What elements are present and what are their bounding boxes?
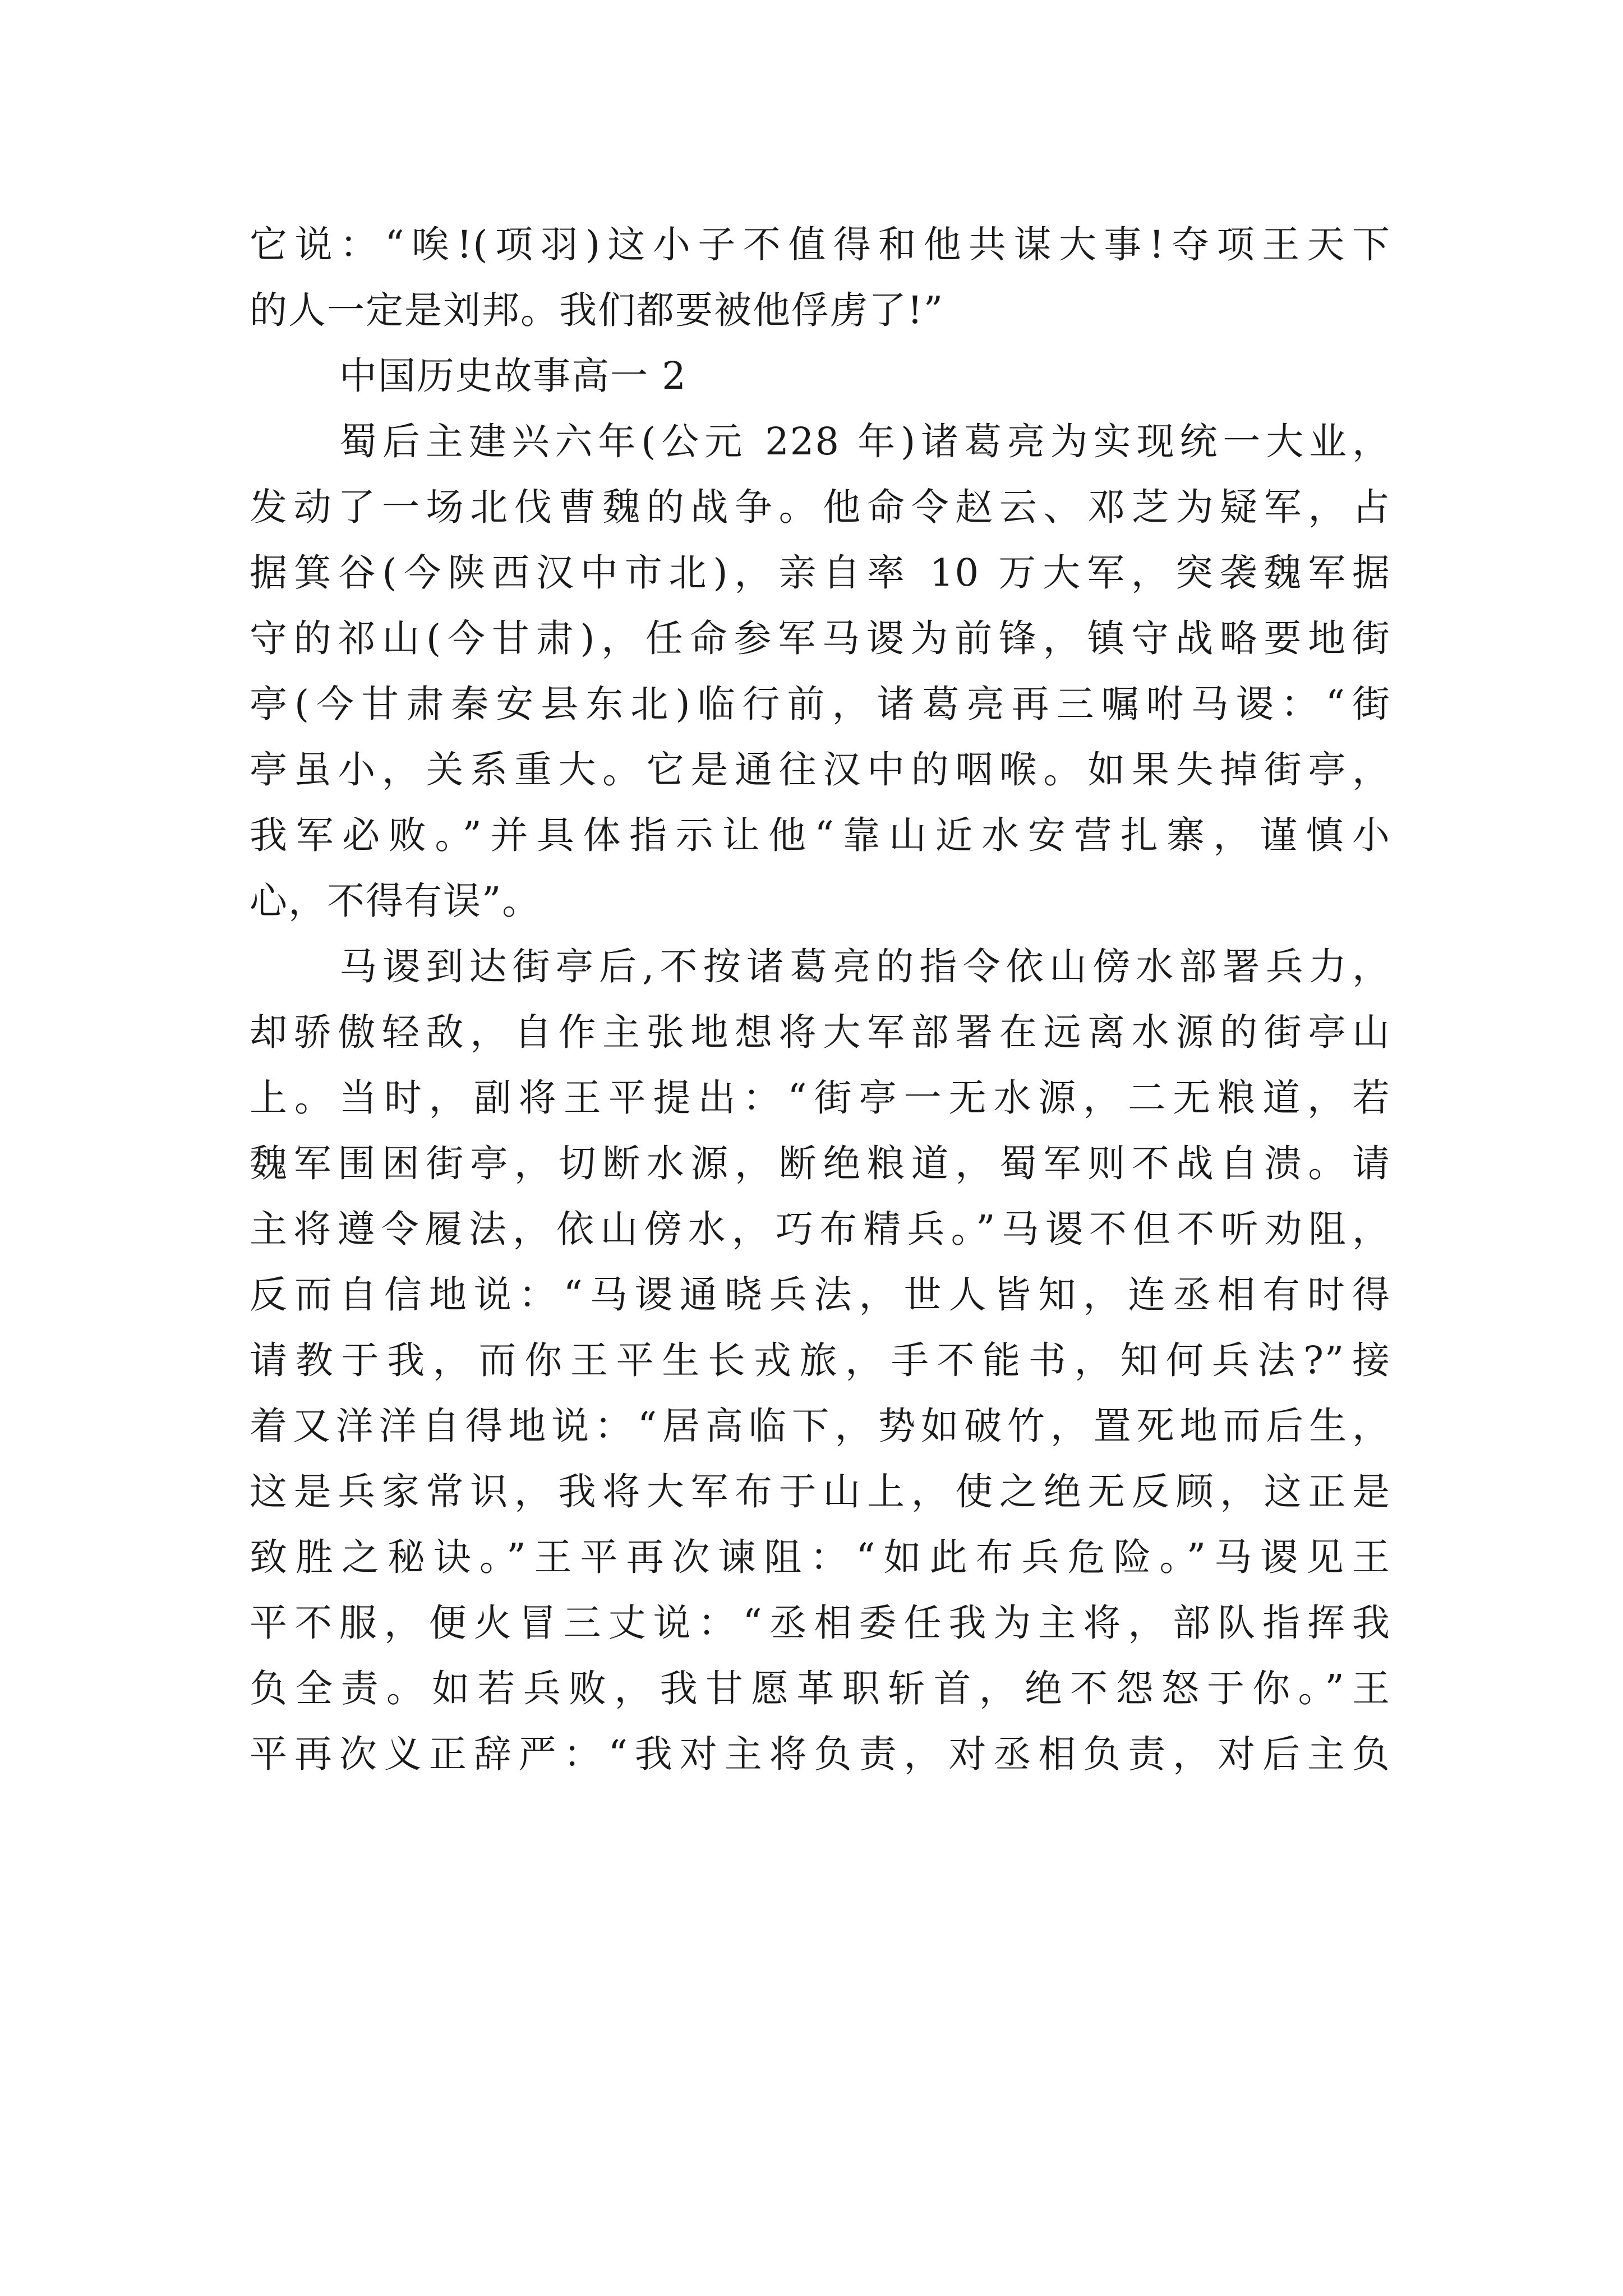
paragraph — [250, 212, 1391, 343]
text-line: 它说：“唉!(项羽)这小子不值得和他共谋大事!夺项王天下 — [250, 223, 1391, 266]
text-line: 马谡到达街亭后,不按诸葛亮的指令依山傍水部署兵力， — [339, 945, 1391, 988]
text-line: 却骄傲轻敌，自作主张地想将大军部署在远离水源的街亭山 — [250, 1010, 1391, 1054]
text-line: 这是兵家常识，我将大军布于山上，使之绝无反顾，这正是 — [250, 1470, 1391, 1513]
text-line: 的人一定是刘邦。我们都要被他俘虏了!” — [250, 288, 944, 332]
text-line: 负全责。如若兵败，我甘愿革职斩首，绝不怨怒于你。”王 — [250, 1667, 1391, 1710]
text-line: 请教于我，而你王平生长戎旅，手不能书，知何兵法?”接 — [250, 1338, 1391, 1382]
text-line: 守的祁山(今甘肃)，任命参军马谡为前锋，镇守战略要地街 — [250, 616, 1391, 660]
text-line: 主将遵令履法，依山傍水，巧布精兵。”马谡不但不听劝阻， — [250, 1207, 1391, 1251]
text-line: 心，不得有误”。 — [250, 879, 541, 923]
text-line: 上。当时，副将王平提出：“街亭一无水源，二无粮道，若 — [250, 1076, 1391, 1120]
text-line: 平不服，便火冒三丈说：“丞相委任我为主将，部队指挥我 — [250, 1601, 1391, 1645]
text-line: 亭(今甘肃秦安县东北)临行前，诸葛亮再三嘱咐马谡：“街 — [250, 682, 1391, 726]
text-line: 魏军围困街亭，切断水源，断绝粮道，蜀军则不战自溃。请 — [250, 1142, 1391, 1185]
text-line: 我军必败。”并具体指示让他“靠山近水安营扎寨，谨慎小 — [250, 813, 1391, 857]
paragraph — [250, 934, 1391, 1787]
text-line: 发动了一场北伐曹魏的战争。他命令赵云、邓芝为疑军，占 — [250, 485, 1391, 529]
text-line: 据箕谷(今陕西汉中市北)，亲自率 10 万大军，突袭魏军据 — [250, 551, 1391, 595]
text-line: 着又洋洋自得地说：“居高临下，势如破竹，置死地而后生， — [250, 1404, 1391, 1448]
text-line: 平再次义正辞严：“我对主将负责，对丞相负责，对后主负 — [250, 1732, 1391, 1776]
heading-text: 中国历史故事高一 2 — [339, 354, 687, 398]
text-line: 反而自信地说：“马谡通晓兵法，世人皆知，连丞相有时得 — [250, 1273, 1391, 1317]
text-line: 蜀后主建兴六年(公元 228 年)诸葛亮为实现统一大业， — [339, 420, 1391, 463]
paragraph — [250, 409, 1391, 934]
section-heading — [250, 343, 1391, 409]
text-line: 致胜之秘诀。”王平再次谏阻：“如此布兵危险。”马谡见王 — [250, 1535, 1391, 1579]
text-line: 亭虽小，关系重大。它是通往汉中的咽喉。如果失掉街亭， — [250, 748, 1391, 792]
document-page — [250, 212, 1391, 1787]
